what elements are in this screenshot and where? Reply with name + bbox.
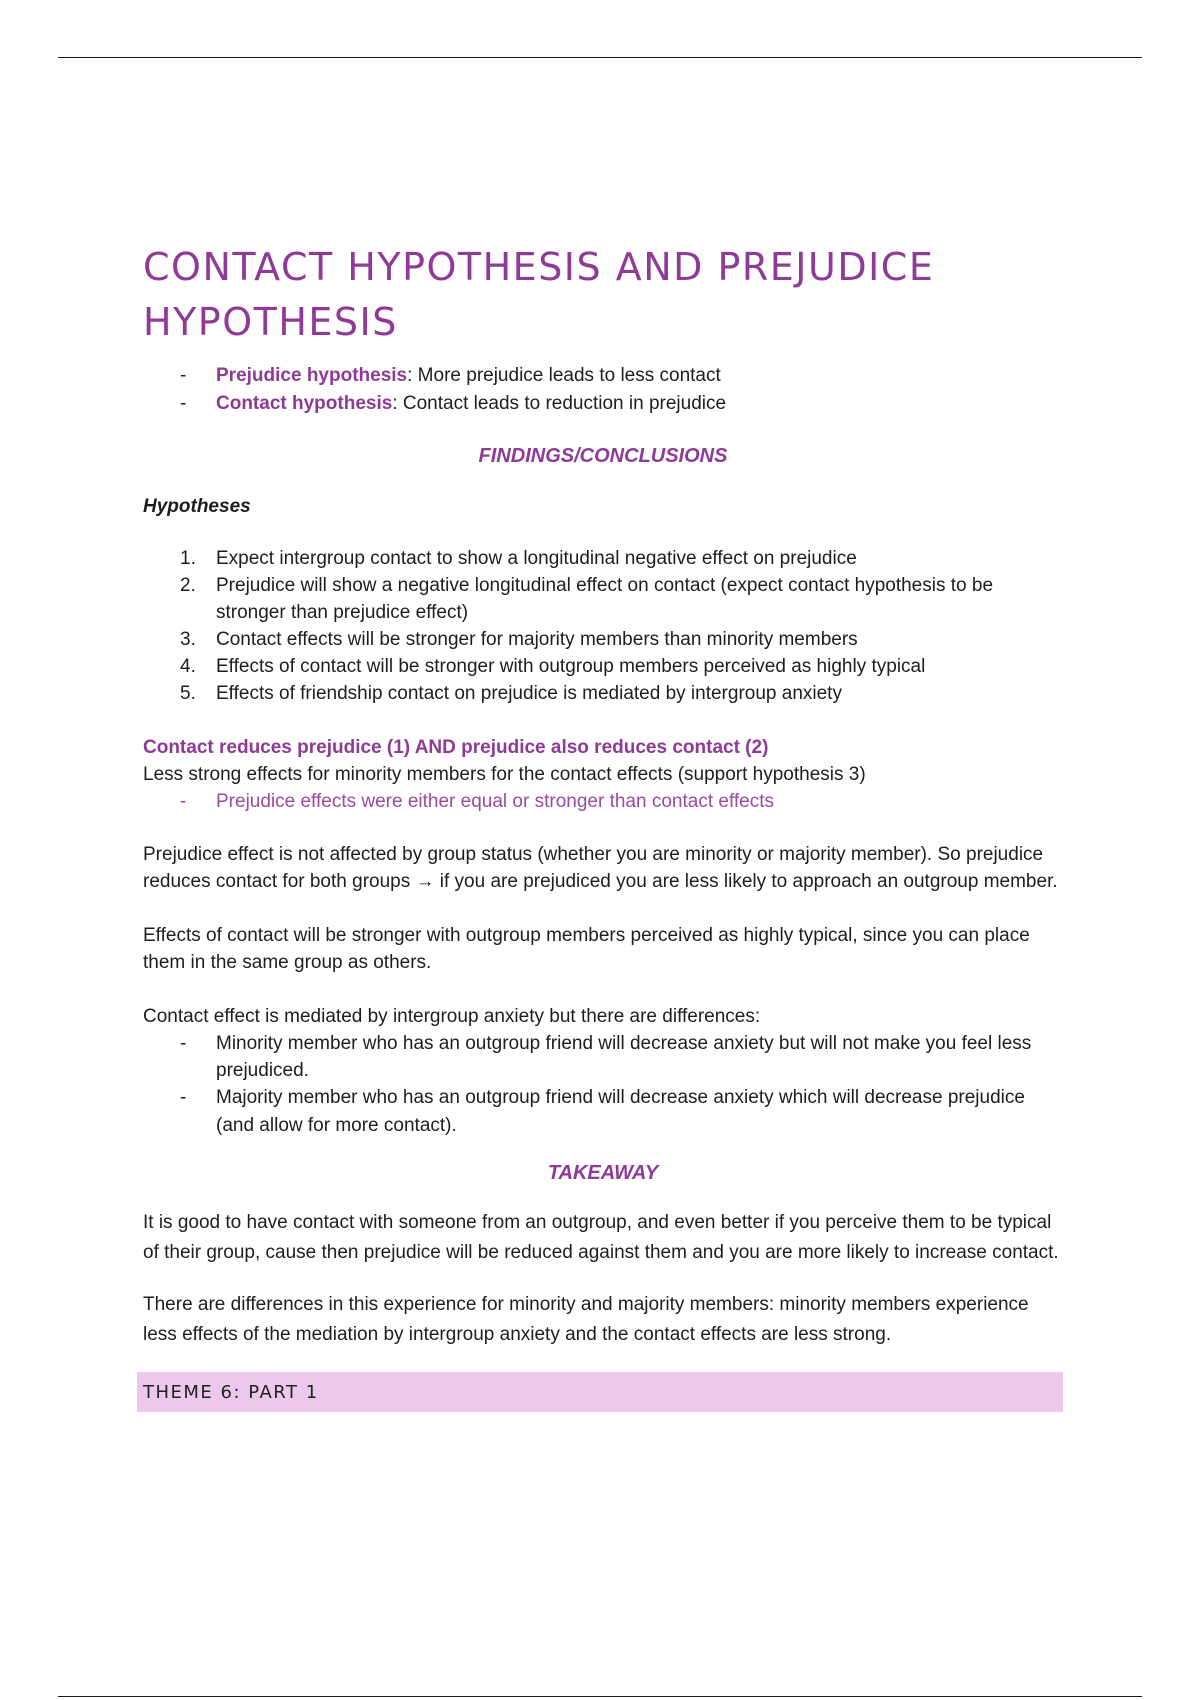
result-bullet: - Prejudice effects were either equal or stronger than contact effects [143,788,1063,816]
hypothesis-number: 5. [180,683,196,704]
takeaway-paragraph: There are differences in this experience for minority and majority members: minority members experience less effects of the mediation by intergroup anxiety and the contact effects are less strong. [143,1294,1029,1345]
definition-text: : Contact leads to reduction in prejudice [392,393,727,414]
hypothesis-text: Effects of contact will be stronger with outgroup members perceived as highly typical [216,656,926,677]
hypothesis-text: Expect intergroup contact to show a longitudinal negative effect on prejudice [216,548,857,569]
definition-item [143,390,1063,418]
mediation-bullet: - Majority member who has an outgroup friend will decrease anxiety which will decrease prejudice (and allow for more contact). [143,1084,1063,1140]
theme-section-bar [137,1372,1063,1412]
mediation-list [143,1030,1063,1140]
takeaway-heading: TAKEAWAY [547,1162,659,1184]
paragraph-typical: Effects of contact will be stronger with outgroup members perceived as highly typical, since you can place them in the same group as others. [143,925,1030,973]
paragraph-group-status: Prejudice effect is not affected by group status (whether you are minority or majority member). So prejudice reduces contact for both groups → if you are prejudiced you are less likely to approach an outgroup member. [143,844,1058,892]
hypotheses-list [143,545,1063,707]
footer-rule [58,1696,1142,1697]
theme-section-label: THEME 6: PART 1 [143,1381,319,1403]
hypothesis-number: 4. [180,656,196,677]
result-text: Less strong effects for minority members for the contact effects (support hypothesis 3) [143,764,866,785]
hypothesis-number: 3. [180,629,196,650]
mediation-intro: Contact effect is mediated by intergroup anxiety but there are differences: [143,1006,761,1027]
document-body [143,240,1063,1412]
definition-term: Prejudice hypothesis [216,365,408,386]
mediation-bullet: - Minority member who has an outgroup friend will decrease anxiety but will not make you feel less prejudiced. [143,1030,1063,1084]
takeaway-paragraph: It is good to have contact with someone from an outgroup, and even better if you perceive them to be typical of their group, cause then prejudice will be reduced against them and you are more likely to increase contact. [143,1212,1059,1263]
hypothesis-item [143,572,1063,626]
hypothesis-item [143,680,1063,707]
result-heading: Contact reduces prejudice (1) AND prejudice also reduces contact (2) [143,737,769,758]
hypothesis-number: 2. [180,575,196,596]
result-list [143,788,1063,816]
definition-text: : More prejudice leads to less contact [407,365,721,386]
page-title: CONTACT HYPOTHESIS AND PREJUDICE HYPOTHESIS [143,245,935,344]
definition-item [143,362,1063,390]
hypothesis-item [143,545,1063,572]
hypothesis-text: Prejudice will show a negative longitudinal effect on contact (expect contact hypothesis to be stronger than prejudice effect) [216,575,994,623]
hypothesis-item [143,626,1063,653]
hypotheses-heading: Hypotheses [143,496,251,517]
header-rule [58,57,1142,58]
hypothesis-text: Effects of friendship contact on prejudice is mediated by intergroup anxiety [216,683,842,704]
hypothesis-text: Contact effects will be stronger for majority members than minority members [216,629,858,650]
definition-term: Contact hypothesis [216,393,393,414]
definitions-list [143,362,1063,418]
findings-heading: FINDINGS/CONCLUSIONS [478,445,728,467]
hypothesis-number: 1. [180,548,196,569]
hypothesis-item [143,653,1063,680]
